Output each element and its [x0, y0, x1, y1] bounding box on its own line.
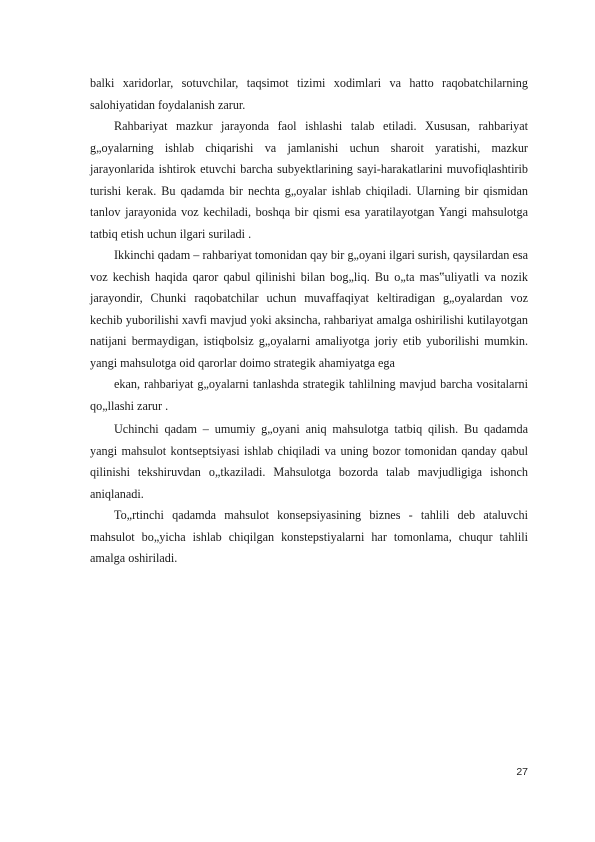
paragraph-third-step: Uchinchi qadam – umumiy g„oyani aniq mahsulotga tatbiq qilish. Bu qadamda yangi mahsulot kontseptsiyasi ishlab chiqiladi va uning bozor tomonidan qanday qabul qilinishi tekshiruvdan o„tkaziladi. Mahsulotga bozorda talab mavjudligiga ishonch aniqlanadi. — [90, 422, 528, 501]
body-text — [90, 73, 528, 570]
paragraph-strategic-analysis: ekan, rahbariyat g„oyalarni tanlashda strategik tahlilning mavjud barcha vositalarni qo„llashi zarur . — [90, 377, 528, 413]
paragraph-management-role: Rahbariyat mazkur jarayonda faol ishlashi talab etiladi. Xususan, rahbariyat g„oyalarning ishlab chiqarishi va jamlanishi uchun sharoit yaratishi, mazkur jarayonlarida ishtirok etuvchi barcha subyektlarining sayi-harakatlarini muvofiqlashtirib turishi kerak. Bu qadamda bir nechta g„oyalar ishlab chiqiladi. Ularning bir qismidan tanlov jarayonida voz kechiladi, boshqa bir qismi esa yaratilayotgan Yangi mahsulotga tatbiq etish uchun ilgari suriladi . — [90, 119, 528, 241]
paragraph-fourth-step: To„rtinchi qadamda mahsulot konsepsiyasining biznes - tahlili deb ataluvchi mahsulot bo„yicha ishlab chiqilgan konstepstiyalarni har tomonlama, chuqur tahlili amalga oshiriladi. — [90, 508, 528, 565]
page-number: 27 — [516, 766, 528, 778]
paragraph-second-step: Ikkinchi qadam – rahbariyat tomonidan qay bir g„oyani ilgari surish, qaysilardan esa voz kechish haqida qaror qabul qilinishi bilan bog„liq. Bu o„ta mas‟uliyatli va nozik jarayondir, Chunki raqobatchilar uchun muvaffaqiyat keltiradigan g„oyalardan voz kechib yuborilishi xavfi mavjud yoki aksincha, rahbariyat amalga oshirilishi kutilayotgan natijani bermaydigan, istiqbolsiz g„oyalarni amaliyotga joriy etib yuborilishi mumkin. yangi mahsulotga oid qarorlar doimo strategik ahamiyatga ega — [90, 248, 528, 370]
paragraph-continuation: balki xaridorlar, sotuvchilar, taqsimot tizimi xodimlari va hatto raqobatchilarning salohiyatidan foydalanish zarur. — [90, 76, 528, 112]
